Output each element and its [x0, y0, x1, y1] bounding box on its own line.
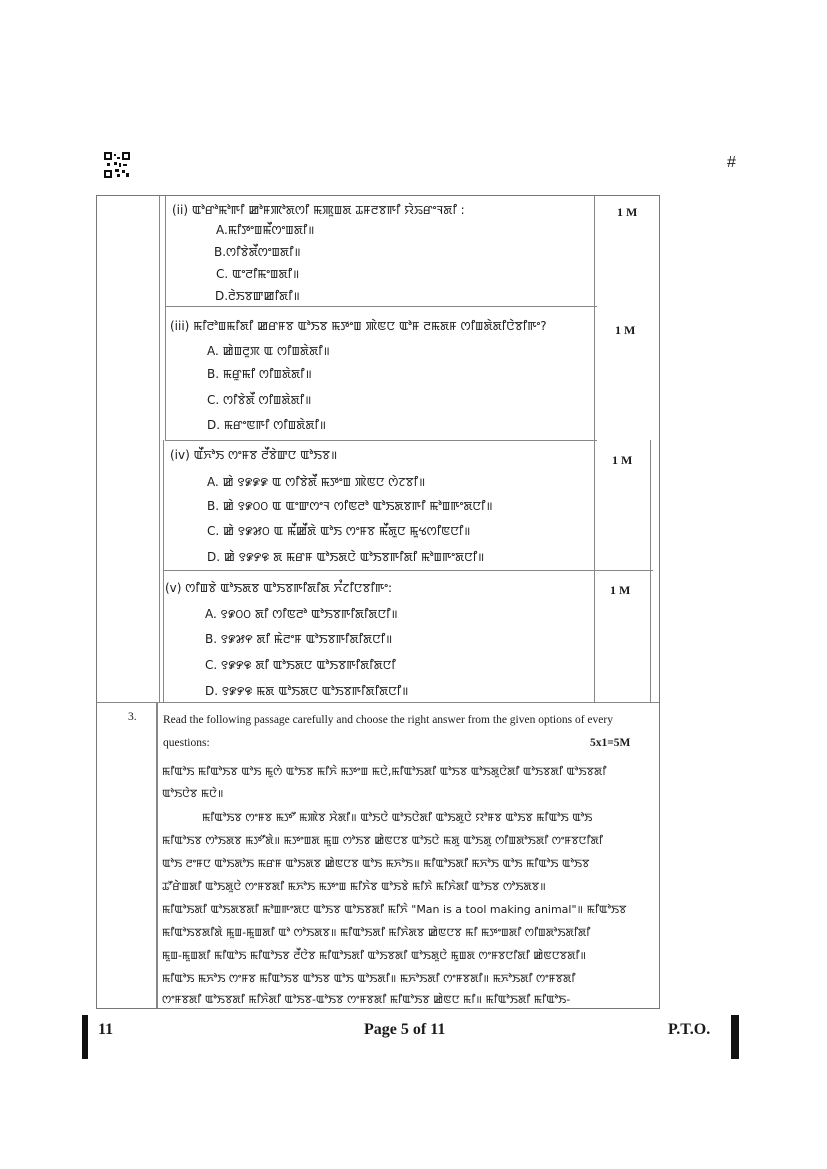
passage-line: ꯃꯤꯑꯣꯏꯕ ꯁꯣꯏꯗꯕ ꯃꯇꯧꯗꯥ॥ ꯃꯇꯦꯡꯗ ꯃꯨꯡ ꯁꯣꯏꯕ ꯀꯥꯟꯅꯕ ꯑꯣꯏꯅꯥ ꯃꯗꯨ ꯑꯣꯏꯗꯨ ꯁꯤꯡꯗꯣꯏꯗꯤ ꯁꯦꯝꯕꯅꯤꯗꯤ: [162, 834, 603, 847]
question-iv-option-a: A. ꯀꯥ ꯱꯹꯹꯹ ꯑ ꯁꯤꯕꯥꯗꯩ ꯃꯇꯦꯡ ꯄꯥꯟꯅ ꯁꯥꯖꯕꯤ॥: [207, 475, 426, 489]
question-iv-option-c: C. ꯀꯥ ꯱꯹꯷꯰ ꯑ ꯃꯩꯀꯩꯗꯥ ꯑꯣꯏ ꯁꯦꯝꯕ ꯃꯩꯗꯨꯅ ꯃꯨꯠꯁꯤꯟꯅꯤ॥: [207, 524, 471, 538]
question-3-marks: 5x1=5M: [590, 737, 631, 749]
passage-intro-line-2: ꯑꯣꯏꯅꯥꯕ ꯃꯅꯥ॥: [162, 787, 224, 800]
question-ii-option-a: A.ꯃꯤꯇꯦꯡꯃꯩꯁꯦꯡꯗꯤ॥: [216, 223, 315, 237]
qr-code-icon: [104, 152, 130, 178]
footer-left-code: 11: [98, 1021, 114, 1038]
question-ii-mark: 1 M: [617, 205, 638, 219]
question-v-text: (v) ꯁꯤꯡꯕꯥ ꯑꯣꯏꯗꯕ ꯑꯣꯏꯕꯒꯤꯗꯤꯗ ꯈꯪꯖꯤꯅꯕꯤꯒꯦ:: [165, 581, 393, 595]
passage-line: ꯃꯨꯡ-ꯃꯨꯡꯗꯤ ꯃꯤꯑꯣꯏ ꯃꯤꯑꯣꯏꯕ ꯂꯩꯅꯥꯕ ꯃꯤꯑꯣꯏꯗꯤ ꯑꯣꯏꯕꯗꯤ ꯑꯣꯏꯗꯨꯅꯥ ꯃꯨꯡꯗ ꯁꯦꯝꯕꯅꯤꯗꯤ ꯀꯥꯟꯅꯕꯗꯤ॥: [162, 949, 587, 962]
question-iii-text: (iii) ꯃꯤꯂꯣꯡꯃꯤꯗꯤ ꯀꯔꯝꯕ ꯑꯣꯏꯕ ꯃꯇꯦꯡ ꯄꯥꯟꯅ ꯑꯣꯝ ꯂꯃꯗꯝ ꯁꯤꯡꯗꯥꯗꯤꯅꯥꯕꯤꯒꯦ?: [170, 319, 547, 333]
passage-line: ꯃꯤꯑꯣꯏꯗꯤ ꯑꯣꯏꯗꯕꯗꯤ ꯃꯣꯡꯒꯦꯗꯅ ꯑꯣꯏꯕ ꯑꯣꯏꯕꯗꯤ ꯃꯤꯈꯥ "Man is a tool making animal"॥ ꯃꯤꯑꯣꯏꯕ: [162, 903, 627, 916]
question-ii-text: (ii) ꯑꯣꯔꯣꯃꯣꯒꯤ ꯀꯣꯝꯄꯣꯗꯁꯤ ꯃꯄꯨꯡꯗ ꯊꯝꯂꯕꯒꯤ ꯌꯥꯢꯔꯦꯜꯗꯤ :: [172, 203, 465, 217]
question-ii-option-b: B.ꯁꯤꯕꯥꯗꯩꯁꯦꯡꯗꯤ॥: [214, 245, 301, 259]
question-3-instruction: Read the following passage carefully and choose the right answer from the given options of every: [163, 714, 613, 726]
question-ii-option-d: D.ꯂꯥꯏꯕꯛꯀꯤꯗꯤ॥: [215, 289, 300, 303]
question-iii-option-d: D. ꯃꯔꯦꯟꯒꯤ ꯁꯤꯡꯗꯥꯗꯤ॥: [207, 418, 327, 432]
question-iv-option-b: B. ꯀꯥ ꯱꯹꯰꯰ ꯑ ꯑꯦꯛꯁꯦꯜ ꯁꯤꯟꯂꯣ ꯑꯣꯏꯗꯕꯒꯤ ꯃꯣꯡꯒꯦꯗꯅꯤ॥: [207, 499, 493, 513]
question-iii-option-c: C. ꯁꯤꯕꯥꯗꯩ ꯁꯤꯡꯗꯥꯗꯤ॥: [207, 393, 312, 407]
question-ii-option-c: C. ꯑꯦꯂꯤꯃꯦꯡꯗꯤ॥: [216, 267, 300, 281]
page-number: Page 5 of 11: [364, 1021, 446, 1038]
passage-intro-line-1: ꯃꯤꯑꯣꯏ ꯃꯤꯑꯣꯏꯕ ꯑꯣꯏ ꯃꯨꯁꯥ ꯑꯣꯏꯕ ꯃꯤꯈꯥ ꯃꯇꯦꯡ ꯃꯅꯥ,ꯃꯤꯑꯣꯏꯗꯤ ꯑꯣꯏꯕ ꯑꯣꯏꯗꯨꯅꯥꯗꯤ ꯑꯣꯏꯕꯗꯤ ꯑꯣꯏꯕꯗꯤ: [162, 765, 607, 778]
question-iv-mark: 1 M: [612, 453, 633, 467]
page-hash-mark: #: [727, 154, 736, 171]
question-iv-text: (iv) ꯑꯩꯈꯣꯏ ꯁꯦꯝꯕ ꯂꯩꯕꯥꯛꯅ ꯑꯣꯏꯕ॥: [170, 448, 338, 462]
question-v-option-c: C. ꯱꯹꯸꯶ ꯗꯤ ꯑꯣꯏꯗꯅ ꯑꯣꯏꯕꯒꯤꯗꯤꯗꯅꯤ: [205, 658, 396, 672]
passage-line: ꯃꯤꯑꯣꯏ ꯃꯈꯣꯏ ꯁꯦꯝꯕ ꯃꯤꯑꯣꯏꯕ ꯑꯣꯏꯕ ꯑꯣꯏ ꯑꯣꯏꯗꯤ॥ ꯃꯈꯣꯏꯗꯤ ꯁꯦꯝꯕꯗꯤ॥ ꯃꯈꯣꯏꯗꯤ ꯁꯦꯝꯕꯗꯤ: [162, 972, 576, 985]
passage-line: ꯁꯦꯝꯕꯗꯤ ꯑꯣꯏꯕꯗꯤ ꯃꯤꯈꯥꯗꯤ ꯑꯣꯏꯕ-ꯑꯣꯏꯕ ꯁꯦꯝꯕꯗꯤ ꯃꯤꯑꯣꯏꯕ ꯀꯥꯟꯅ ꯃꯤ॥ ꯃꯤꯑꯣꯏꯗꯤ ꯃꯤꯑꯣꯏ-: [162, 993, 571, 1006]
passage-line: ꯑꯣꯏ ꯂꯦꯝꯅ ꯑꯣꯏꯗꯣꯏ ꯃꯔꯝ ꯑꯣꯏꯗꯕ ꯀꯥꯟꯅꯕ ꯑꯣꯏ ꯃꯈꯣꯏ॥ ꯃꯤꯑꯣꯏꯗꯤ ꯃꯈꯣꯏ ꯑꯣꯏ ꯃꯤꯑꯣꯏ ꯑꯣꯏꯕ: [162, 857, 590, 870]
question-3-instruction-cont: questions:: [163, 737, 210, 749]
question-v-option-a: A. ꯱꯹꯰꯰ ꯗꯤ ꯁꯤꯟꯂꯣ ꯑꯣꯏꯕꯒꯤꯗꯤꯗꯅꯤ॥: [205, 607, 398, 621]
question-v-option-b: B. ꯱꯹꯷꯵ ꯗꯤ ꯃꯥꯂꯦꯝ ꯑꯣꯏꯕꯒꯤꯗꯤꯗꯅꯤ॥: [205, 632, 393, 646]
question-v-option-d: D. ꯱꯹꯸꯶ ꯃꯗ ꯑꯣꯏꯗꯅ ꯑꯣꯏꯕꯒꯤꯗꯤꯗꯅꯤ॥: [205, 684, 409, 698]
question-iii-mark: 1 M: [615, 323, 636, 337]
footer-right-bar: [731, 1015, 739, 1059]
passage-line: ꯃꯤꯑꯣꯏꯕ ꯁꯦꯝꯕ ꯃꯇꯧ ꯃꯄꯥꯕ ꯆꯥꯗꯤ॥ ꯑꯣꯏꯅꯥ ꯑꯣꯏꯅꯥꯗꯤ ꯑꯣꯏꯗꯨꯅꯥ ꯌꯣꯝꯕ ꯑꯣꯏꯕ ꯃꯤꯑꯣꯏ ꯑꯣꯏ: [202, 811, 593, 824]
pto-label: P.T.O.: [668, 1021, 711, 1038]
question-iv-option-d: D. ꯀꯥ ꯱꯹꯸꯶ ꯗ ꯃꯔꯝ ꯑꯣꯏꯗꯅꯥ ꯑꯣꯏꯕꯒꯤꯗꯤ ꯃꯣꯡꯒꯦꯗꯅꯤ॥: [207, 550, 485, 564]
passage-line: ꯊꯧꯔꯥꯡꯗꯤ ꯑꯣꯏꯗꯨꯅꯥ ꯁꯦꯝꯕꯗꯤ ꯃꯈꯣꯏ ꯃꯇꯦꯡ ꯃꯤꯈꯥꯕ ꯑꯣꯏꯕꯥ ꯃꯤꯈꯥ ꯃꯤꯈꯥꯗꯤ ꯑꯣꯏꯕ ꯁꯣꯏꯗꯕ॥: [162, 880, 546, 893]
question-iii-option-a: A. ꯀꯥꯡꯂꯨꯞ ꯑ ꯁꯤꯡꯗꯥꯗꯤ॥: [207, 344, 330, 358]
question-v-mark: 1 M: [610, 583, 631, 597]
question-3-number: 3.: [128, 711, 137, 723]
passage-line: ꯃꯤꯑꯣꯏꯕꯗꯤꯗꯥ ꯃꯨꯡ-ꯃꯨꯡꯗꯤ ꯑꯣ ꯁꯣꯏꯗꯕ॥ ꯃꯤꯑꯣꯏꯗꯤ ꯃꯤꯈꯥꯗꯕ ꯀꯥꯟꯅꯕ ꯃꯤ ꯃꯇꯦꯡꯗꯤ ꯁꯤꯡꯗꯣꯏꯗꯤꯗꯤ: [162, 926, 591, 939]
question-iii-option-b: B. ꯃꯔꯨꯃꯤ ꯁꯤꯡꯗꯥꯗꯤ॥: [207, 367, 312, 381]
footer-left-bar: [82, 1015, 88, 1059]
